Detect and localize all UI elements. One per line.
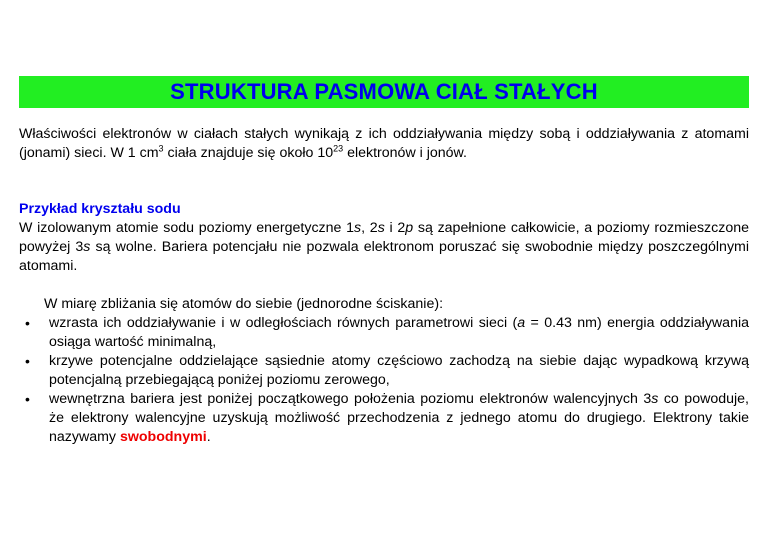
bullet-icon: • [25, 353, 30, 369]
example-heading: Przykład kryształu sodu [19, 201, 181, 217]
example-orbital-2: s [377, 220, 385, 236]
list-item [19, 390, 749, 447]
bullet-3-end: . [206, 429, 211, 445]
example-paragraph [19, 219, 749, 276]
list-item [19, 314, 749, 352]
bullet-2-text: krzywe potencjalne oddzielające sąsiednie atomy częściowo zachodzą na siebie dając wypadkową krzywą potencjalną przebiegającą poniżej poziomu zerowego, [49, 353, 749, 388]
intro-text-a: Właściwości elektronów w ciałach stałych wynikają z ich oddziaływania między sobą i oddziaływania z atomami (jonami) sieci. W 1 cm [19, 126, 749, 161]
bullet-3-orbital: s [651, 391, 659, 407]
list-item [19, 352, 749, 390]
bullet-list [19, 314, 749, 447]
highlight-term: swobodnymi [119, 429, 207, 445]
bullet-icon: • [25, 315, 30, 331]
example-text-3: i 2 [384, 220, 406, 236]
title-banner [19, 76, 749, 108]
example-orbital-4: s [83, 239, 91, 255]
bullet-1-text-2: = 0.43 nm) energia oddziaływania osiąga wartość minimalną, [49, 315, 749, 350]
page-title: STRUKTURA PASMOWA CIAŁ STAŁYCH [170, 79, 598, 104]
example-text-1: W izolowanym atomie sodu poziomy energetyczne 1 [19, 220, 355, 236]
intro-paragraph [19, 125, 749, 163]
example-orbital-1: s [354, 220, 362, 236]
intro-text-b: ciała znajduje się około 10 [163, 145, 334, 161]
example-text-4: są zapełnione całkowicie, a poziomy rozmieszczone powyżej 3 [19, 220, 749, 255]
example-section [19, 200, 749, 276]
bullet-1-text-1: wzrasta ich oddziaływanie i w odległościach równych parametrowi sieci ( [49, 315, 518, 331]
list-intro: W miarę zbliżania się atomów do siebie (jednorodne ściskanie): [44, 296, 444, 312]
example-text-5: są wolne. Bariera potencjału nie pozwala elektronom poruszać się swobodnie między poszczególnymi atomami. [19, 239, 750, 274]
example-orbital-3: p [405, 220, 414, 236]
intro-sup-a: 3 [158, 143, 164, 154]
bullet-3-text-2: co powoduje, że elektrony walencyjne uzyskują możliwość przechodzenia z jednego atomu do drugiego. Elektrony takie nazywamy [49, 391, 749, 445]
bullet-3-text-1: wewnętrzna bariera jest poniżej początkowego położenia poziomu elektronów walencyjnych 3 [49, 391, 652, 407]
bullet-1-symbol: a [517, 315, 526, 331]
example-text-2: , 2 [361, 220, 378, 236]
intro-text-c: elektronów i jonów. [343, 145, 467, 161]
bullet-icon: • [25, 391, 30, 407]
intro-sup-b: 23 [333, 143, 344, 154]
